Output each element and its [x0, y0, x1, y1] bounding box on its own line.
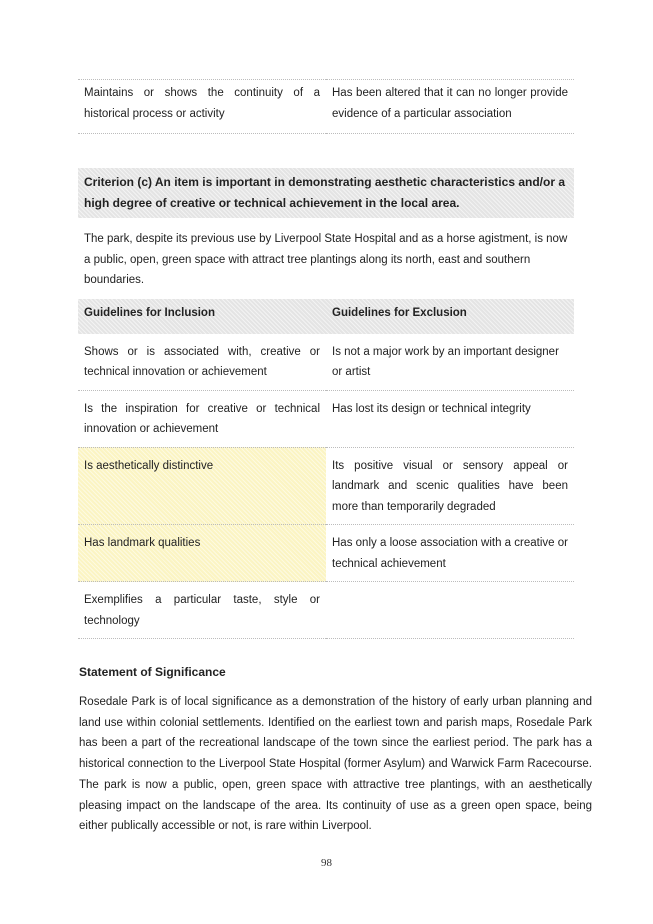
exclusion-cell: Has only a loose association with a creative or technical achievement — [326, 525, 574, 582]
header-inclusion: Guidelines for Inclusion — [84, 307, 215, 319]
inclusion-cell: Shows or is associated with, creative or technical innovation or achievement — [78, 334, 326, 391]
guidelines-table — [78, 299, 574, 639]
guidelines-header-row — [78, 299, 574, 334]
exclusion-cell: Has been altered that it can no longer provide evidence of a particular association — [326, 80, 574, 134]
table-row — [78, 525, 574, 582]
exclusion-cell: Has lost its design or technical integrity — [326, 390, 574, 447]
header-exclusion: Guidelines for Exclusion — [332, 307, 467, 319]
table-row — [78, 390, 574, 447]
table-row — [78, 582, 574, 639]
inclusion-cell-highlighted: Has landmark qualities — [78, 525, 326, 582]
table-row — [78, 447, 574, 525]
exclusion-cell — [326, 582, 574, 639]
inclusion-cell-highlighted: Is aesthetically distinctive — [78, 447, 326, 525]
criterion-c-heading: Criterion (c) An item is important in demonstrating aesthetic characteristics and/or a high degree of creative or technical achievement in the local area. — [78, 168, 574, 218]
continuation-table — [78, 79, 574, 134]
page-number: 98 — [321, 857, 332, 869]
table-row — [78, 334, 574, 391]
inclusion-cell: Is the inspiration for creative or technical innovation or achievement — [78, 390, 326, 447]
inclusion-cell: Exemplifies a particular taste, style or technology — [78, 582, 326, 639]
criterion-c-paragraph: The park, despite its previous use by Liverpool State Hospital and as a horse agistment, is now a public, open, green space with attract tree plantings along its north, east and southern boundaries. — [84, 233, 568, 286]
exclusion-cell: Its positive visual or sensory appeal or landmark and scenic qualities have been more than temporarily degraded — [326, 447, 574, 525]
exclusion-cell: Is not a major work by an important designer or artist — [326, 334, 574, 391]
statement-body: Rosedale Park is of local significance as a demonstration of the history of early urban planning and land use within colonial settlements. Identified on the earliest town and parish maps, Rosedale Park has been a part of the recreational landscape of the town since the earliest period. The park has a historical connection to the Liverpool State Hospital (former Asylum) and Warwick Farm Racecourse. The park is now a public, open, green space with attractive tree plantings, with an aesthetically pleasing impact on the landscape of the area. Its continuity of use as a green open space, being either publically accessible or not, is rare within Liverpool. — [79, 696, 592, 833]
table-row — [78, 80, 574, 134]
statement-heading: Statement of Significance — [79, 665, 226, 679]
inclusion-cell: Maintains or shows the continuity of a historical process or activity — [78, 80, 326, 134]
